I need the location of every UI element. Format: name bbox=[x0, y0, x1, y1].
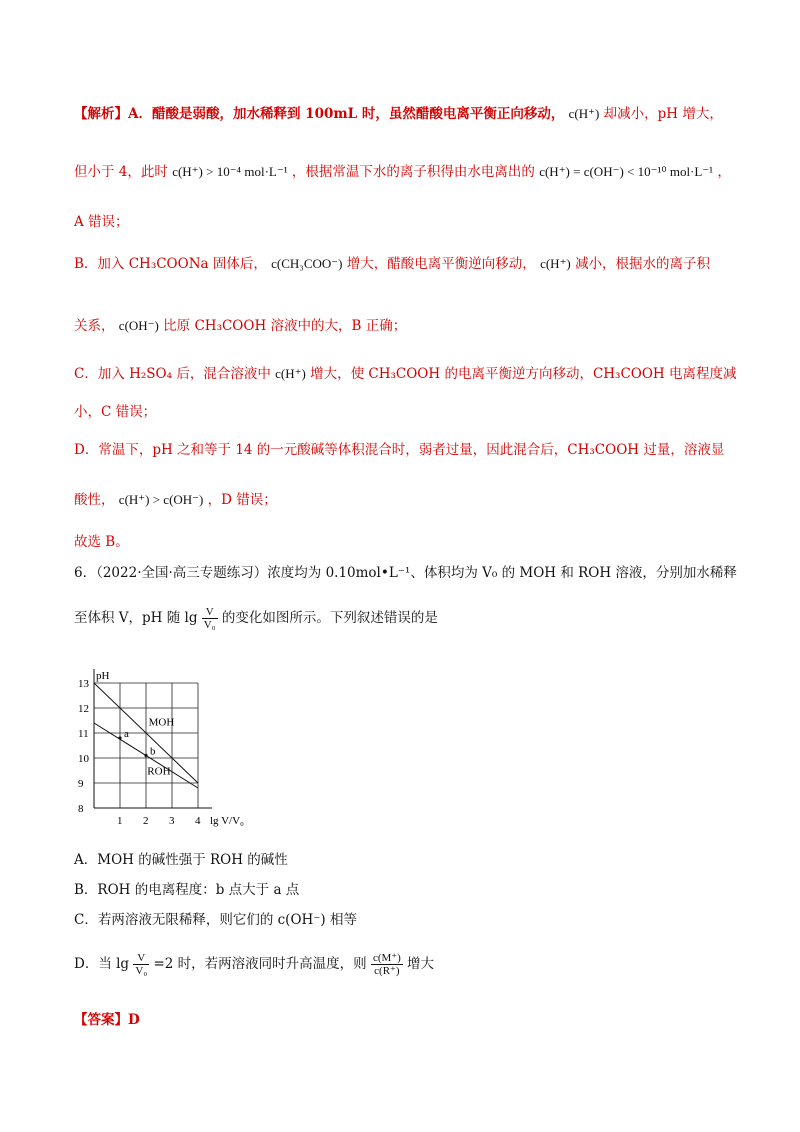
x-tick-label: 1 bbox=[117, 815, 123, 827]
point-label-b: b bbox=[150, 745, 156, 758]
analysis-line-9 bbox=[74, 490, 277, 510]
answer: 【答案】D bbox=[74, 1012, 140, 1028]
x-tick-label: 4 bbox=[195, 815, 201, 827]
analysis-text: 增大，使 CH₃COOH 的电离平衡逆方向移动，CH₃COOH 电离程度减 bbox=[310, 366, 737, 382]
analysis-line-8: D．常温下，pH 之和等于 14 的一元酸碱等体积混合时，弱者过量，因此混合后，CH₃COOH 过量，溶液显 bbox=[74, 442, 725, 458]
fraction-v-over-v0 bbox=[202, 606, 218, 631]
x-tick-label: 2 bbox=[143, 815, 149, 827]
analysis-line-5 bbox=[74, 316, 406, 336]
formula-cH-gt: c(H⁺) > 10⁻⁴ mol·L⁻¹ bbox=[172, 164, 288, 179]
formula-cH: c(H⁺) bbox=[275, 366, 306, 381]
point-b bbox=[144, 754, 147, 757]
analysis-text: 增大，醋酸电离平衡逆向移动， bbox=[346, 256, 536, 272]
analysis-text: 却减小，pH 增大， bbox=[603, 106, 723, 122]
analysis-text: 比原 CH₃COOH 溶液中的大，B 正确； bbox=[163, 318, 407, 334]
option-d bbox=[74, 952, 434, 977]
ph-dilution-chart bbox=[70, 650, 270, 840]
point-a bbox=[118, 736, 121, 739]
x-tick-label: 3 bbox=[169, 815, 175, 827]
analysis-line-7: 小，C 错误； bbox=[74, 404, 157, 420]
option-text: =2 时，若两溶液同时升高温度，则 bbox=[153, 956, 367, 972]
fraction-denominator: V₀ bbox=[203, 619, 216, 631]
y-axis-label: pH bbox=[96, 670, 110, 682]
option-a: A．MOH 的碱性强于 ROH 的碱性 bbox=[74, 852, 288, 868]
formula-cCH3COO: c(CH₃COO⁻) bbox=[271, 256, 343, 271]
fraction-denominator: V₀ bbox=[135, 965, 148, 977]
analysis-text: C．加入 H₂SO₄ 后，混合溶液中 bbox=[74, 366, 271, 382]
fraction-cm-over-cr bbox=[371, 952, 403, 977]
analysis-text: ， bbox=[717, 164, 731, 180]
analysis-text: B．加入 CH₃COONa 固体后， bbox=[74, 256, 267, 272]
formula-cH-eq-cOH: c(H⁺) = c(OH⁻) < 10⁻¹⁰ mol·L⁻¹ bbox=[539, 164, 714, 179]
analysis-line-4 bbox=[74, 254, 710, 274]
y-tick-label: 13 bbox=[78, 678, 89, 690]
formula-cH-gt-cOH: c(H⁺) > c(OH⁻) bbox=[118, 492, 204, 507]
y-tick-label: 10 bbox=[78, 753, 89, 765]
analysis-text: 关系， bbox=[74, 318, 115, 334]
question-line-2 bbox=[74, 606, 438, 631]
y-tick-label: 11 bbox=[78, 728, 89, 740]
fraction-numerator: V bbox=[133, 952, 149, 965]
fraction-v-over-v0 bbox=[133, 952, 149, 977]
formula-cH: c(H⁺) bbox=[568, 106, 600, 121]
analysis-line-1 bbox=[74, 104, 723, 124]
y-tick-label: 9 bbox=[78, 778, 84, 790]
analysis-text: 【解析】A．醋酸是弱酸，加水稀释到 100mL 时，虽然醋酸电离平衡正向移动， bbox=[74, 106, 565, 122]
chart-grid bbox=[94, 683, 198, 808]
question-text: 的变化如图所示。下列叙述错误的是 bbox=[221, 610, 438, 626]
fraction-denominator: c(R⁺) bbox=[374, 965, 400, 977]
analysis-text: ，根据常温下水的离子积得由水电离出的 bbox=[291, 164, 535, 180]
y-tick-label: 8 bbox=[78, 803, 84, 815]
analysis-line-6 bbox=[74, 364, 737, 384]
formula-cOH: c(OH⁻) bbox=[118, 318, 159, 333]
y-tick-label: 12 bbox=[78, 703, 89, 715]
series-label-roh: ROH bbox=[147, 765, 171, 778]
analysis-text: 但小于 4，此时 bbox=[74, 164, 168, 180]
analysis-line-3: A 错误； bbox=[74, 214, 129, 230]
option-text: 增大 bbox=[407, 956, 435, 972]
analysis-line-10: 故选 B。 bbox=[74, 534, 129, 550]
fraction-numerator: V bbox=[202, 606, 218, 619]
series-label-moh: MOH bbox=[148, 716, 175, 729]
fraction-numerator: c(M⁺) bbox=[372, 952, 401, 964]
point-label-a: a bbox=[124, 728, 129, 740]
formula-cH: c(H⁺) bbox=[540, 256, 571, 271]
analysis-text: 减小，根据水的离子积 bbox=[575, 256, 711, 272]
question-line-1: 6．（2022·全国·高三专题练习）浓度均为 0.10mol•L⁻¹、体积均为 V₀ 的 MOH 和 ROH 溶液，分别加水稀释 bbox=[74, 565, 737, 581]
question-text: 至体积 V，pH 随 lg bbox=[74, 610, 198, 626]
option-text: D．当 lg bbox=[74, 956, 130, 972]
analysis-line-2 bbox=[74, 162, 731, 182]
option-c: C．若两溶液无限稀释，则它们的 c(OH⁻) 相等 bbox=[74, 912, 357, 928]
option-b: B．ROH 的电离程度：b 点大于 a 点 bbox=[74, 882, 300, 898]
analysis-text: 酸性， bbox=[74, 492, 115, 508]
analysis-text: ，D 错误； bbox=[207, 492, 277, 508]
x-axis-label: lg V/V₀ bbox=[210, 815, 244, 827]
